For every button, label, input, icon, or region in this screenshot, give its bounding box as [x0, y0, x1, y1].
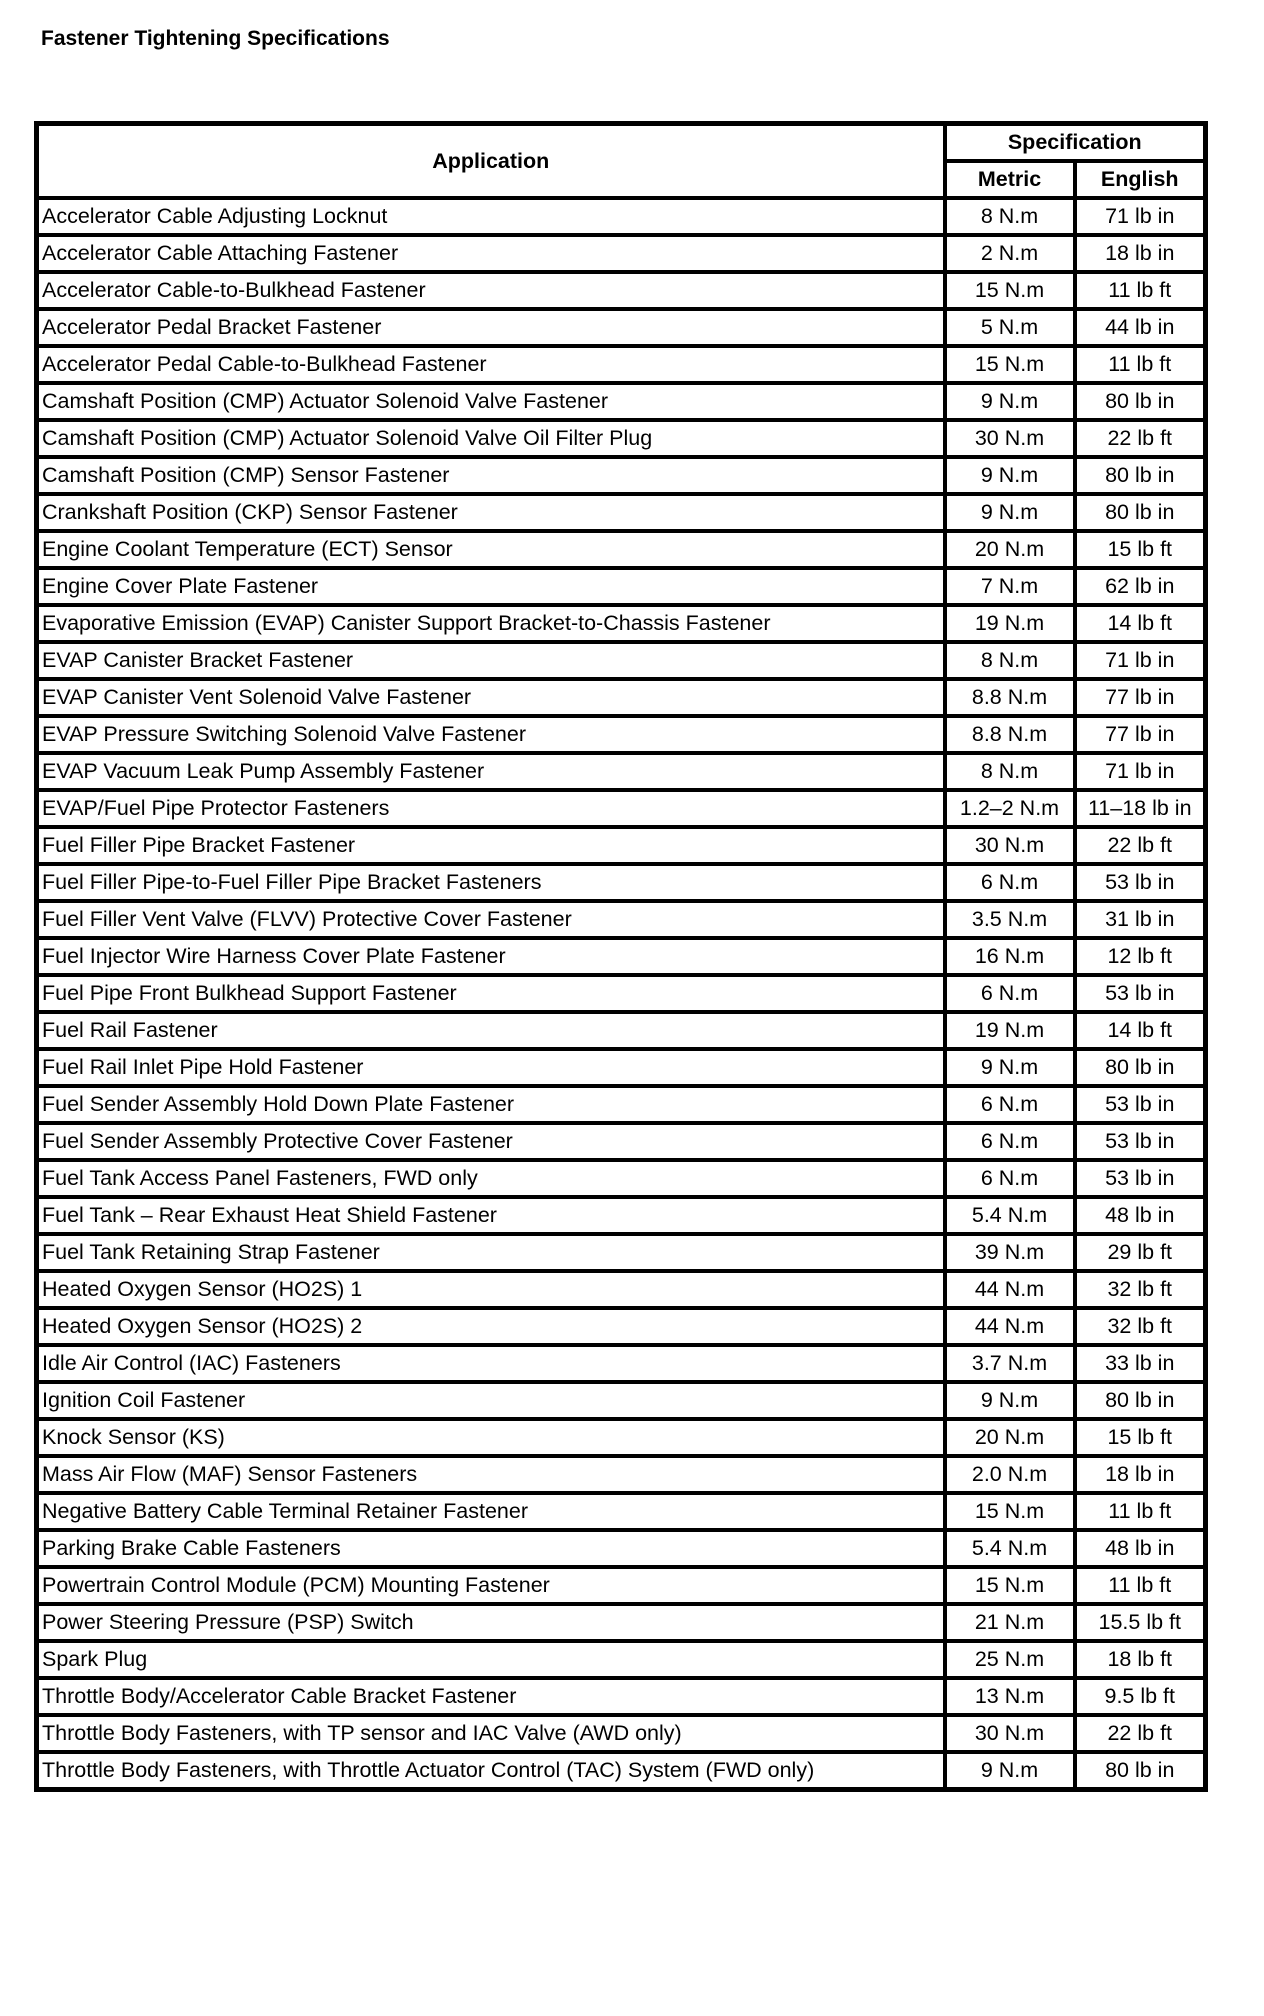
application-cell: EVAP Vacuum Leak Pump Assembly Fastener — [37, 753, 945, 790]
table-row — [37, 1197, 1206, 1234]
application-cell: Accelerator Pedal Bracket Fastener — [37, 309, 945, 346]
table-row — [37, 1493, 1206, 1530]
table-row — [37, 198, 1206, 235]
metric-cell: 30 N.m — [945, 827, 1075, 864]
application-cell: Fuel Sender Assembly Hold Down Plate Fastener — [37, 1086, 945, 1123]
metric-cell: 21 N.m — [945, 1604, 1075, 1641]
application-cell: Accelerator Cable Attaching Fastener — [37, 235, 945, 272]
english-cell: 11–18 lb in — [1075, 790, 1206, 827]
table-row — [37, 827, 1206, 864]
table-row — [37, 1012, 1206, 1049]
application-cell: Fuel Tank – Rear Exhaust Heat Shield Fastener — [37, 1197, 945, 1234]
english-cell: 15.5 lb ft — [1075, 1604, 1206, 1641]
table-row — [37, 1604, 1206, 1641]
english-cell: 29 lb ft — [1075, 1234, 1206, 1271]
english-cell: 77 lb in — [1075, 679, 1206, 716]
metric-cell: 8 N.m — [945, 642, 1075, 679]
application-cell: Accelerator Cable Adjusting Locknut — [37, 198, 945, 235]
english-cell: 33 lb in — [1075, 1345, 1206, 1382]
english-cell: 80 lb in — [1075, 383, 1206, 420]
metric-cell: 6 N.m — [945, 975, 1075, 1012]
metric-cell: 6 N.m — [945, 1086, 1075, 1123]
table-row — [37, 1160, 1206, 1197]
english-cell: 62 lb in — [1075, 568, 1206, 605]
table-row — [37, 1271, 1206, 1308]
english-cell: 11 lb ft — [1075, 346, 1206, 383]
english-cell: 80 lb in — [1075, 1752, 1206, 1790]
metric-cell: 1.2–2 N.m — [945, 790, 1075, 827]
english-cell: 14 lb ft — [1075, 605, 1206, 642]
table-body — [37, 198, 1206, 1790]
application-cell: Evaporative Emission (EVAP) Canister Support Bracket-to-Chassis Fastener — [37, 605, 945, 642]
english-cell: 15 lb ft — [1075, 1419, 1206, 1456]
table-row — [37, 1419, 1206, 1456]
english-cell: 22 lb ft — [1075, 420, 1206, 457]
english-cell: 71 lb in — [1075, 198, 1206, 235]
english-cell: 22 lb ft — [1075, 1715, 1206, 1752]
english-cell: 18 lb ft — [1075, 1641, 1206, 1678]
application-cell: EVAP Pressure Switching Solenoid Valve Fastener — [37, 716, 945, 753]
table-row — [37, 1752, 1206, 1790]
application-cell: Crankshaft Position (CKP) Sensor Fastener — [37, 494, 945, 531]
metric-cell: 2 N.m — [945, 235, 1075, 272]
english-cell: 18 lb in — [1075, 235, 1206, 272]
english-cell: 14 lb ft — [1075, 1012, 1206, 1049]
english-cell: 18 lb in — [1075, 1456, 1206, 1493]
english-cell: 11 lb ft — [1075, 1567, 1206, 1604]
metric-cell: 15 N.m — [945, 346, 1075, 383]
application-cell: Heated Oxygen Sensor (HO2S) 2 — [37, 1308, 945, 1345]
table-row — [37, 1382, 1206, 1419]
application-cell: Fuel Filler Vent Valve (FLVV) Protective Cover Fastener — [37, 901, 945, 938]
application-cell: EVAP Canister Bracket Fastener — [37, 642, 945, 679]
table-row — [37, 1049, 1206, 1086]
metric-cell: 20 N.m — [945, 1419, 1075, 1456]
application-cell: Parking Brake Cable Fasteners — [37, 1530, 945, 1567]
english-cell: 53 lb in — [1075, 1086, 1206, 1123]
english-cell: 48 lb in — [1075, 1530, 1206, 1567]
application-cell: Accelerator Cable-to-Bulkhead Fastener — [37, 272, 945, 309]
application-cell: Powertrain Control Module (PCM) Mounting Fastener — [37, 1567, 945, 1604]
application-cell: Heated Oxygen Sensor (HO2S) 1 — [37, 1271, 945, 1308]
english-cell: 12 lb ft — [1075, 938, 1206, 975]
application-cell: Ignition Coil Fastener — [37, 1382, 945, 1419]
application-cell: EVAP/Fuel Pipe Protector Fasteners — [37, 790, 945, 827]
english-cell: 53 lb in — [1075, 975, 1206, 1012]
metric-cell: 8.8 N.m — [945, 679, 1075, 716]
metric-cell: 16 N.m — [945, 938, 1075, 975]
application-cell: EVAP Canister Vent Solenoid Valve Fastener — [37, 679, 945, 716]
page-title: Fastener Tightening Specifications — [41, 27, 390, 50]
header-metric: Metric — [945, 161, 1075, 198]
english-cell: 77 lb in — [1075, 716, 1206, 753]
metric-cell: 9 N.m — [945, 1049, 1075, 1086]
table-row — [37, 1086, 1206, 1123]
table-row — [37, 679, 1206, 716]
application-cell: Camshaft Position (CMP) Actuator Solenoid Valve Fastener — [37, 383, 945, 420]
metric-cell: 19 N.m — [945, 605, 1075, 642]
english-cell: 48 lb in — [1075, 1197, 1206, 1234]
english-cell: 11 lb ft — [1075, 272, 1206, 309]
metric-cell: 15 N.m — [945, 1567, 1075, 1604]
application-cell: Engine Cover Plate Fastener — [37, 568, 945, 605]
table-row — [37, 1345, 1206, 1382]
metric-cell: 9 N.m — [945, 457, 1075, 494]
application-cell: Camshaft Position (CMP) Actuator Solenoid Valve Oil Filter Plug — [37, 420, 945, 457]
table-row — [37, 1530, 1206, 1567]
application-cell: Fuel Injector Wire Harness Cover Plate Fastener — [37, 938, 945, 975]
table-row — [37, 494, 1206, 531]
metric-cell: 8 N.m — [945, 198, 1075, 235]
table-row — [37, 420, 1206, 457]
metric-cell: 13 N.m — [945, 1678, 1075, 1715]
application-cell: Spark Plug — [37, 1641, 945, 1678]
metric-cell: 5.4 N.m — [945, 1197, 1075, 1234]
metric-cell: 44 N.m — [945, 1308, 1075, 1345]
table-row — [37, 568, 1206, 605]
table-row — [37, 605, 1206, 642]
metric-cell: 6 N.m — [945, 1160, 1075, 1197]
application-cell: Negative Battery Cable Terminal Retainer Fastener — [37, 1493, 945, 1530]
application-cell: Fuel Sender Assembly Protective Cover Fastener — [37, 1123, 945, 1160]
metric-cell: 5.4 N.m — [945, 1530, 1075, 1567]
table-row — [37, 1678, 1206, 1715]
metric-cell: 6 N.m — [945, 864, 1075, 901]
table-row — [37, 1456, 1206, 1493]
table-row — [37, 1641, 1206, 1678]
metric-cell: 44 N.m — [945, 1271, 1075, 1308]
english-cell: 80 lb in — [1075, 1382, 1206, 1419]
application-cell: Throttle Body Fasteners, with Throttle Actuator Control (TAC) System (FWD only) — [37, 1752, 945, 1790]
english-cell: 80 lb in — [1075, 457, 1206, 494]
application-cell: Engine Coolant Temperature (ECT) Sensor — [37, 531, 945, 568]
header-english: English — [1075, 161, 1206, 198]
application-cell: Fuel Filler Pipe Bracket Fastener — [37, 827, 945, 864]
table-row — [37, 1234, 1206, 1271]
english-cell: 71 lb in — [1075, 642, 1206, 679]
table-row — [37, 309, 1206, 346]
application-cell: Fuel Tank Retaining Strap Fastener — [37, 1234, 945, 1271]
application-cell: Fuel Pipe Front Bulkhead Support Fastener — [37, 975, 945, 1012]
metric-cell: 20 N.m — [945, 531, 1075, 568]
table-row — [37, 864, 1206, 901]
metric-cell: 15 N.m — [945, 272, 1075, 309]
metric-cell: 8.8 N.m — [945, 716, 1075, 753]
table-row — [37, 272, 1206, 309]
application-cell: Idle Air Control (IAC) Fasteners — [37, 1345, 945, 1382]
table-row — [37, 975, 1206, 1012]
table-row — [37, 753, 1206, 790]
metric-cell: 3.7 N.m — [945, 1345, 1075, 1382]
table-row — [37, 716, 1206, 753]
metric-cell: 15 N.m — [945, 1493, 1075, 1530]
application-cell: Throttle Body Fasteners, with TP sensor and IAC Valve (AWD only) — [37, 1715, 945, 1752]
table-row — [37, 346, 1206, 383]
application-cell: Power Steering Pressure (PSP) Switch — [37, 1604, 945, 1641]
application-cell: Camshaft Position (CMP) Sensor Fastener — [37, 457, 945, 494]
metric-cell: 19 N.m — [945, 1012, 1075, 1049]
english-cell: 80 lb in — [1075, 1049, 1206, 1086]
metric-cell: 30 N.m — [945, 420, 1075, 457]
application-cell: Fuel Rail Fastener — [37, 1012, 945, 1049]
table-row — [37, 457, 1206, 494]
english-cell: 32 lb ft — [1075, 1308, 1206, 1345]
english-cell: 22 lb ft — [1075, 827, 1206, 864]
metric-cell: 9 N.m — [945, 494, 1075, 531]
table-row — [37, 235, 1206, 272]
english-cell: 31 lb in — [1075, 901, 1206, 938]
english-cell: 15 lb ft — [1075, 531, 1206, 568]
header-specification: Specification — [945, 124, 1206, 162]
metric-cell: 2.0 N.m — [945, 1456, 1075, 1493]
application-cell: Accelerator Pedal Cable-to-Bulkhead Fastener — [37, 346, 945, 383]
metric-cell: 9 N.m — [945, 1752, 1075, 1790]
english-cell: 71 lb in — [1075, 753, 1206, 790]
fastener-spec-table — [34, 121, 1208, 1792]
table-row — [37, 531, 1206, 568]
table-row — [37, 790, 1206, 827]
application-cell: Fuel Filler Pipe-to-Fuel Filler Pipe Bracket Fasteners — [37, 864, 945, 901]
english-cell: 80 lb in — [1075, 494, 1206, 531]
table-row — [37, 383, 1206, 420]
application-cell: Throttle Body/Accelerator Cable Bracket Fastener — [37, 1678, 945, 1715]
header-application: Application — [37, 124, 945, 199]
table-row — [37, 1123, 1206, 1160]
application-cell: Knock Sensor (KS) — [37, 1419, 945, 1456]
metric-cell: 3.5 N.m — [945, 901, 1075, 938]
application-cell: Mass Air Flow (MAF) Sensor Fasteners — [37, 1456, 945, 1493]
metric-cell: 25 N.m — [945, 1641, 1075, 1678]
english-cell: 11 lb ft — [1075, 1493, 1206, 1530]
english-cell: 53 lb in — [1075, 1123, 1206, 1160]
metric-cell: 9 N.m — [945, 1382, 1075, 1419]
metric-cell: 9 N.m — [945, 383, 1075, 420]
application-cell: Fuel Tank Access Panel Fasteners, FWD only — [37, 1160, 945, 1197]
english-cell: 53 lb in — [1075, 864, 1206, 901]
application-cell: Fuel Rail Inlet Pipe Hold Fastener — [37, 1049, 945, 1086]
table-row — [37, 642, 1206, 679]
table-row — [37, 901, 1206, 938]
metric-cell: 5 N.m — [945, 309, 1075, 346]
table-row — [37, 1567, 1206, 1604]
table-row — [37, 1308, 1206, 1345]
english-cell: 9.5 lb ft — [1075, 1678, 1206, 1715]
metric-cell: 39 N.m — [945, 1234, 1075, 1271]
table-row — [37, 1715, 1206, 1752]
english-cell: 32 lb ft — [1075, 1271, 1206, 1308]
english-cell: 53 lb in — [1075, 1160, 1206, 1197]
table-row — [37, 938, 1206, 975]
metric-cell: 7 N.m — [945, 568, 1075, 605]
metric-cell: 8 N.m — [945, 753, 1075, 790]
metric-cell: 6 N.m — [945, 1123, 1075, 1160]
metric-cell: 30 N.m — [945, 1715, 1075, 1752]
english-cell: 44 lb in — [1075, 309, 1206, 346]
